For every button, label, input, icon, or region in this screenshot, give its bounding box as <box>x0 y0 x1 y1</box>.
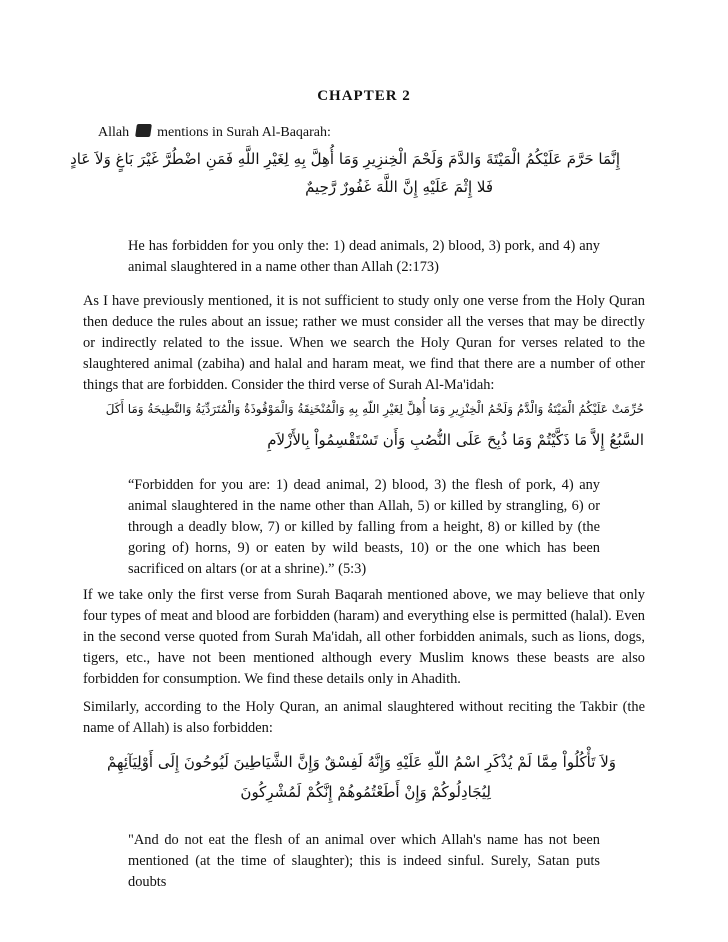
paragraph-1: As I have previously mentioned, it is not sufficient to study only one verse from the Holy Quran then deduce the rules about an issue; rather we must consider all the verses that may be directly or indirectly related to the issue. When we search the Holy Quran for verses related to the slaughtered animal (zabiha) and halal and haram meat, we find that there are a number of other things that are forbidden. Consider the third verse of Surah Al-Ma'idah: <box>83 293 645 393</box>
verse3-translation: "And do not eat the flesh of an animal over which Allah's name has not been mentioned (at the time of slaughter); this is indeed sinful. Surely, Satan puts doubts <box>128 832 600 890</box>
verse3-arabic-line2: لِيُجَادِلُوكُمْ وَإِنْ أَطَعْتُمُوهُمْ إِنَّكُمْ لَمُشْرِكُونَ <box>240 783 491 801</box>
intro-after: mentions in Surah Al-Baqarah: <box>157 125 331 140</box>
verse2-translation: “Forbidden for you are: 1) dead animal, 2) blood, 3) the flesh of pork, 4) any animal slaughtered in the name other than Allah, 5) or killed by strangling, 6) or through a deadly blow, 7) or killed by falling from a height, 8) or killed by (the goring of) horns, 9) or eaten by wild beasts, 10) or the one which has been sacrificed on altars (or at a shrine).” (5:3) <box>128 477 600 577</box>
verse1-arabic-line1: إِنَّمَا حَرَّمَ عَلَيْكُمُ الْمَيْتَةَ وَالدَّمَ وَلَحْمَ الْخِنزِيرِ وَمَا أُهِلَّ بِهِ لِغَيْرِ اللَّهِ فَمَنِ اضْطُرَّ غَيْرَ بَاغٍ وَلاَ عَادٍ <box>70 150 620 168</box>
honorific-calligraphy-icon <box>135 124 152 137</box>
intro-line <box>98 124 331 141</box>
verse2-arabic-line1: حُرِّمَتْ عَلَيْكُمُ الْمَيْتَةُ وَالْدَّمُ وَلَحْمُ الْخِنْزِيرِ وَمَا أُهِلَّ لِغَيْرِ اللّهِ بِهِ وَالْمُنْخَنِقَةُ وَالْمَوْقُوذَةُ وَالْمُتَرَدِّيَةُ وَالنَّطِيحَةُ وَمَا أَكَلَ <box>105 402 644 416</box>
verse1-translation: He has forbidden for you only the: 1) dead animals, 2) blood, 3) pork, and 4) any animal slaughtered in a name other than Allah (2:173) <box>128 238 600 275</box>
paragraph-3: Similarly, according to the Holy Quran, an animal slaughtered without reciting the Takbir (the name of Allah) is also forbidden: <box>83 699 645 736</box>
verse3-arabic-line1: وَلاَ تَأْكُلُواْ مِمَّا لَمْ يُذْكَرِ اسْمُ اللّهِ عَلَيْهِ وَإِنَّهُ لَفِسْقٌ وَإِنَّ الشَّيَاطِينَ لَيُوحُونَ إِلَى أَوْلِيَآئِهِمْ <box>106 753 616 771</box>
verse2-arabic-line2: السَّبُعُ إِلاَّ مَا ذَكَّيْتُمْ وَمَا ذُبِحَ عَلَى النُّصُبِ وَأَن تَسْتَقْسِمُواْ بِالأَزْلاَمِ <box>267 431 644 449</box>
intro-before: Allah <box>98 125 130 140</box>
verse1-arabic-line2: فَلا إِثْمَ عَلَيْهِ إِنَّ اللَّهَ غَفُورٌ رَّحِيمٌ <box>305 178 493 196</box>
paragraph-2: If we take only the first verse from Surah Baqarah mentioned above, we may believe that only four types of meat and blood are forbidden (haram) and everything else is permitted (halal). Even in the second verse quoted from Surah Ma'idah, all other forbidden animals, such as lions, dogs, tigers, etc., have not been mentioned although every Muslim knows these beasts are also forbidden for consumption. We find these details only in Ahadith. <box>83 587 645 687</box>
chapter-title: CHAPTER 2 <box>317 88 411 104</box>
